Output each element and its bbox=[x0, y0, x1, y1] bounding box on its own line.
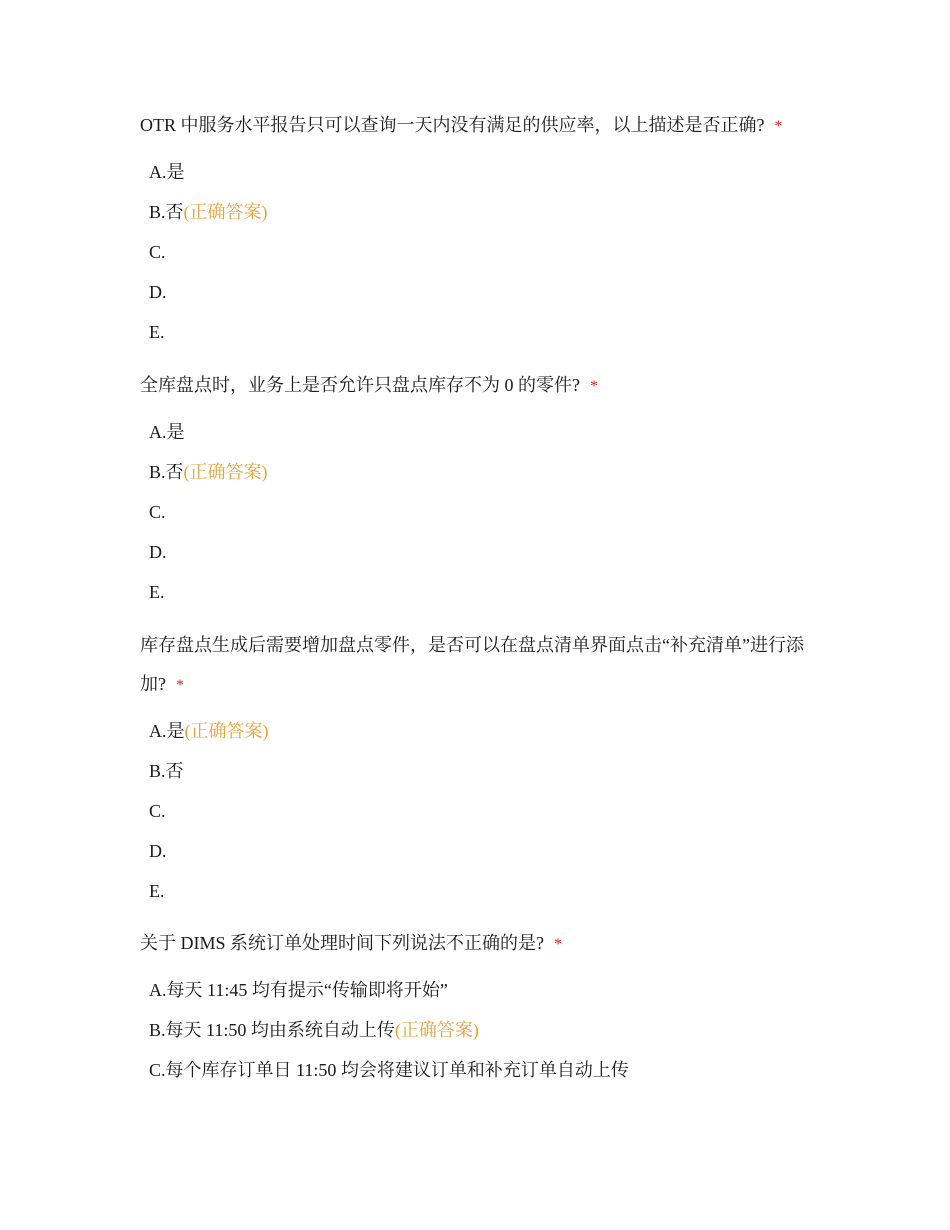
correct-answer-tag: (正确答案) bbox=[184, 721, 269, 741]
options-list bbox=[149, 152, 820, 352]
option-d[interactable]: D. bbox=[149, 841, 167, 861]
question-2 bbox=[140, 366, 820, 612]
option-b[interactable]: B.否 bbox=[149, 761, 184, 781]
question-title: 关于 DIMS 系统订单处理时间下列说法不正确的是? * bbox=[140, 933, 562, 953]
option-c[interactable]: C. bbox=[149, 502, 166, 522]
required-asterisk: * bbox=[554, 936, 562, 953]
option-a[interactable]: A.每天 11:45 均有提示“传输即将开始” bbox=[149, 980, 448, 1000]
required-asterisk: * bbox=[590, 378, 598, 395]
option-d[interactable]: D. bbox=[149, 282, 167, 302]
options-list bbox=[149, 711, 820, 911]
required-asterisk: * bbox=[176, 677, 184, 694]
correct-answer-tag: (正确答案) bbox=[183, 202, 268, 222]
option-e[interactable]: E. bbox=[149, 322, 165, 342]
options-list bbox=[149, 970, 820, 1090]
options-list bbox=[149, 412, 820, 612]
option-a[interactable]: A.是 bbox=[149, 422, 185, 442]
option-a[interactable]: A.是 bbox=[149, 162, 185, 182]
option-d[interactable]: D. bbox=[149, 542, 167, 562]
question-title: OTR 中服务水平报告只可以查询一天内没有满足的供应率，以上描述是否正确? * bbox=[140, 115, 783, 135]
option-a[interactable]: A.是(正确答案) bbox=[149, 721, 269, 741]
option-c[interactable]: C. bbox=[149, 801, 166, 821]
option-b[interactable]: B.否(正确答案) bbox=[149, 202, 268, 222]
option-e[interactable]: E. bbox=[149, 881, 165, 901]
option-e[interactable]: E. bbox=[149, 582, 165, 602]
option-c[interactable]: C.每个库存订单日 11:50 均会将建议订单和补充订单自动上传 bbox=[149, 1060, 629, 1080]
correct-answer-tag: (正确答案) bbox=[394, 1020, 479, 1040]
question-3 bbox=[140, 626, 820, 911]
option-c[interactable]: C. bbox=[149, 242, 166, 262]
question-title: 库存盘点生成后需要增加盘点零件，是否可以在盘点清单界面点击“补充清单”进行添加? * bbox=[140, 635, 804, 694]
question-title: 全库盘点时，业务上是否允许只盘点库存不为 0 的零件? * bbox=[140, 375, 598, 395]
option-b[interactable]: B.否(正确答案) bbox=[149, 462, 268, 482]
required-asterisk: * bbox=[774, 118, 783, 135]
correct-answer-tag: (正确答案) bbox=[183, 462, 268, 482]
question-4 bbox=[140, 924, 820, 1090]
question-1 bbox=[140, 106, 820, 352]
option-b[interactable]: B.每天 11:50 均由系统自动上传(正确答案) bbox=[149, 1020, 479, 1040]
